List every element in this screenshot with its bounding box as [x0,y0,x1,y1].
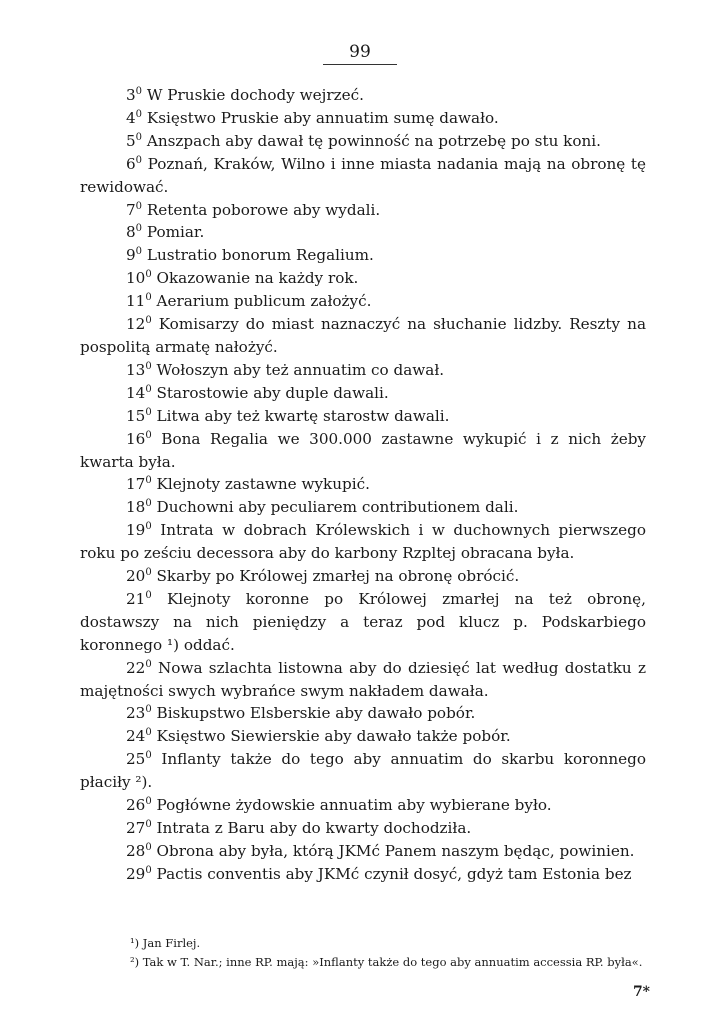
item-number: 4 [126,108,136,127]
item-text: Klejnoty zastawne wykupić. [151,475,370,494]
footnote [80,934,655,953]
item-number: 3 [126,86,136,104]
item-text: Księstwo Pruskie aby annuatim sumę dawało. [142,108,499,127]
list-item [80,702,646,725]
degree-mark: 0 [145,566,152,578]
item-number: 28 [126,841,146,860]
degree-mark: 0 [145,475,152,487]
list-item [80,565,646,588]
degree-mark: 0 [145,818,152,830]
item-number: 7 [126,200,136,219]
list-item [80,794,646,817]
degree-mark: 0 [135,246,143,258]
degree-mark: 0 [145,841,152,853]
item-number: 18 [126,498,146,517]
list-item [80,153,646,199]
degree-mark: 0 [145,406,152,418]
item-number: 23 [126,704,146,723]
item-text: Biskupstwo Elsberskie aby dawało pobór. [151,704,476,723]
item-text: Litwa aby też kwartę starostw dawali. [151,406,450,425]
item-text: Aerarium publicum założyć. [151,292,372,311]
list-item [80,473,646,496]
page-number: 99 [0,42,720,62]
degree-mark: 0 [145,750,152,762]
list-item [80,405,646,428]
list-item [80,107,646,130]
item-text: Starostowie aby duple dawali. [151,383,389,402]
item-text: Pactis conventis aby JKMć czynił dosyć, gdyż tam Estonia bez [151,864,632,883]
item-number: 9 [126,246,136,265]
printer-signature: 7* [632,984,650,1000]
degree-mark: 0 [145,315,152,326]
degree-mark: 0 [145,360,152,372]
footnote-text: Tak w T. Nar.; inne RP. mają: »Inflanty także do tego aby annuatim accessia RP. była«. [139,955,643,969]
list-item [80,748,646,794]
list-item [80,84,646,107]
list-item [80,588,646,657]
item-number: 13 [126,360,146,379]
list-item [80,221,646,244]
degree-mark: 0 [145,864,152,876]
list-item [80,496,646,519]
footnote [80,953,655,972]
item-text: Duchowni aby peculiarem contributionem dali. [151,498,519,517]
item-text: Skarby po Królowej zmarłej na obronę obrócić. [151,567,520,586]
item-number: 25 [126,750,146,769]
item-text: Pogłówne żydowskie annuatim aby wybierane było. [151,796,552,815]
degree-mark: 0 [145,498,152,510]
degree-mark: 0 [135,131,143,143]
degree-mark: 0 [135,200,143,212]
item-text: Okazowanie na każdy rok. [151,269,359,288]
list-item [80,130,646,153]
degree-mark: 0 [145,429,152,441]
list-item [80,359,646,382]
footnotes [80,934,655,972]
degree-mark: 0 [145,589,152,601]
item-text: Intrata w dobrach Królewskich i w duchownych pierwszego roku po ześciu decessora aby do karbony Rzpltej obracana była. [80,521,646,563]
list-item [80,519,646,565]
item-number: 12 [126,315,146,334]
degree-mark: 0 [145,704,152,716]
item-text: Pomiar. [142,223,205,242]
degree-mark: 0 [145,292,152,304]
list-item [80,199,646,222]
footnote-mark: ²) [130,955,140,969]
degree-mark: 0 [135,223,143,235]
item-number: 27 [126,819,146,837]
degree-mark: 0 [135,108,143,120]
item-text: Wołoszyn aby też annuatim co dawał. [151,360,445,379]
item-text: W Pruskie dochody wejrzeć. [142,86,364,104]
item-text: Komisarzy do miast naznaczyć na słuchanie lidzby. Reszty na pospolitą armatę nałożyć. [80,315,646,356]
degree-mark: 0 [135,85,143,97]
degree-mark: 0 [145,658,152,670]
list-item [80,267,646,290]
item-text: Obrona aby była, którą JKMć Panem naszym będąc, powinien. [151,841,635,860]
item-text: Księstwo Siewierskie aby dawało także pobór. [151,727,511,746]
item-number: 24 [126,727,146,746]
list-item [80,290,646,313]
list-item [80,382,646,405]
item-number: 20 [126,567,146,586]
list-item [80,840,646,863]
item-number: 6 [126,154,136,173]
item-number: 14 [126,383,146,402]
degree-mark: 0 [145,383,152,395]
item-text: Inflanty także do tego aby annuatim do skarbu koronnego płaciły ²). [80,750,646,792]
item-number: 8 [126,223,136,242]
main-text [80,84,646,886]
list-item [80,817,646,840]
item-number: 16 [126,429,146,448]
item-text: Anszpach aby dawał tę powinność na potrzebę po stu koni. [142,131,601,150]
list-item [80,244,646,267]
item-number: 21 [126,589,146,608]
footnote-text: Jan Firlej. [139,936,201,950]
item-text: Lustratio bonorum Regalium. [142,246,374,265]
list-item [80,725,646,748]
item-number: 15 [126,406,146,425]
item-number: 17 [126,475,146,494]
item-text: Retenta poborowe aby wydali. [142,200,381,219]
item-number: 22 [126,658,146,677]
item-number: 29 [126,864,146,883]
item-number: 19 [126,521,146,540]
footnote-mark: ¹) [130,936,140,950]
item-text: Poznań, Kraków, Wilno i inne miasta nadania mają na obronę tę rewidować. [80,154,646,196]
item-number: 26 [126,796,146,815]
item-number: 5 [126,131,136,150]
list-item [80,657,646,703]
list-item [80,863,646,886]
item-number: 11 [126,292,146,311]
item-text: Nowa szlachta listowna aby do dziesięć lat według dostatku z majętności swych wybrańce swym nakładem dawała. [80,658,646,700]
item-text: Klejnoty koronne po Królowej zmarłej na też obronę, dostawszy na nich pieniędzy a teraz pod klucz p. Podskarbiego koronnego ¹) oddać. [80,589,646,654]
degree-mark: 0 [145,796,152,808]
degree-mark: 0 [145,727,152,739]
item-text: Bona Regalia we 300.000 zastawne wykupić i z nich żeby kwarta była. [80,429,646,471]
list-item [80,428,646,474]
degree-mark: 0 [145,269,152,281]
degree-mark: 0 [135,154,143,166]
item-text: Intrata z Baru aby do kwarty dochodziła. [151,819,472,837]
degree-mark: 0 [145,521,152,533]
list-item [80,313,646,359]
item-number: 10 [126,269,146,288]
